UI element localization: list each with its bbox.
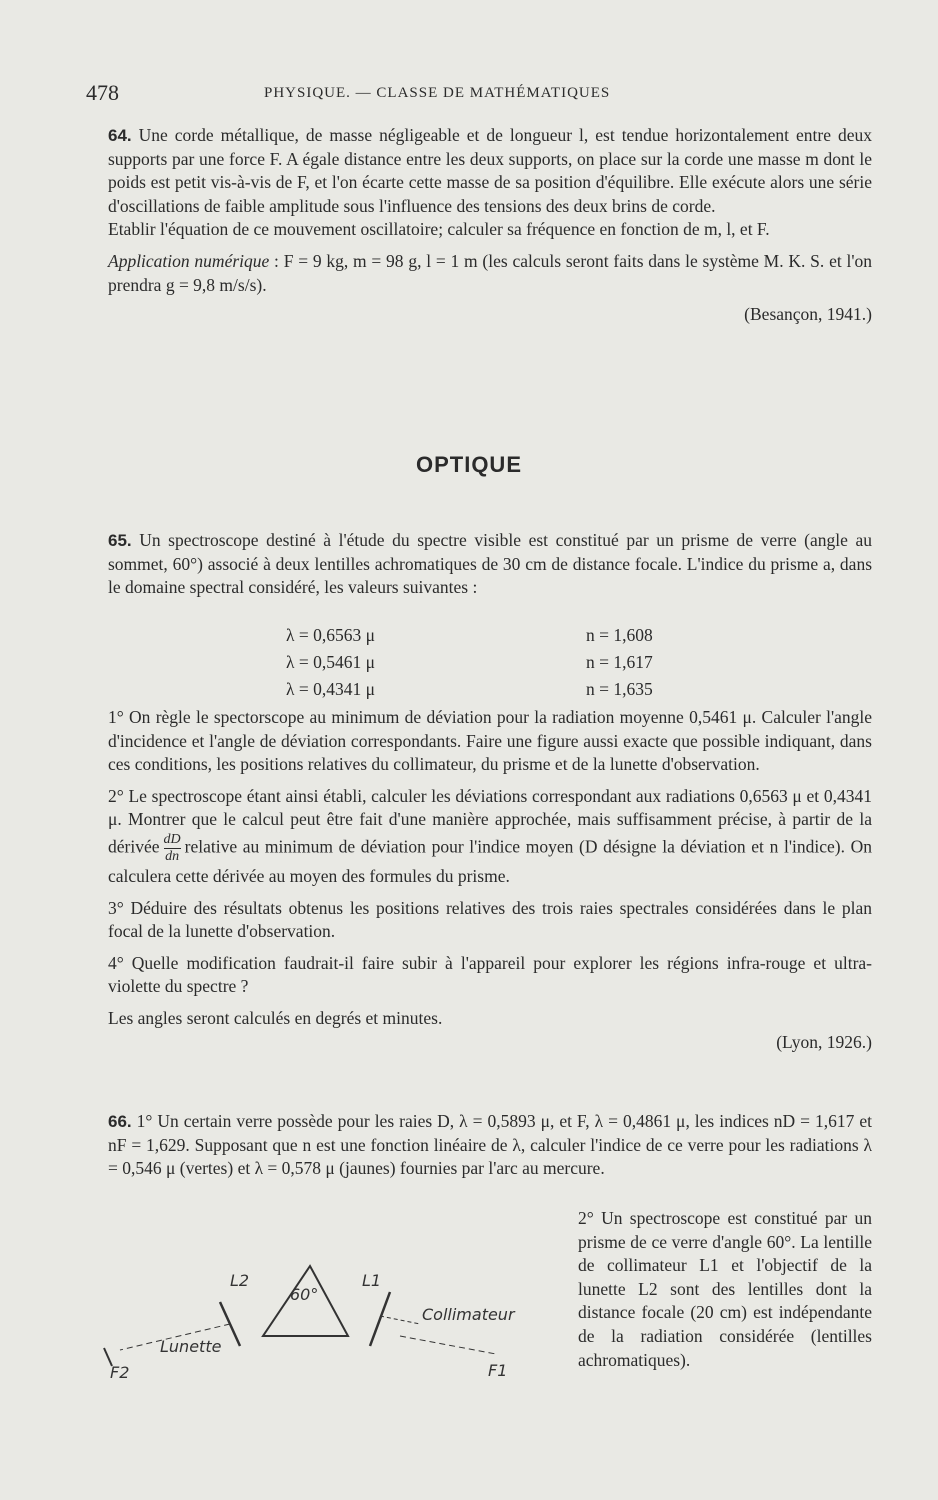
page-number: 478 (86, 80, 119, 105)
spectroscope-figure (100, 1262, 560, 1392)
application-text: : F = 9 kg, m = 98 g, l = 1 m (les calculs seront faits dans le système M. K. S. et l'on prendra g = 9,8 m/s/s). (108, 250, 872, 295)
lens-l1-label: L1 (362, 1271, 382, 1290)
lambda-value: λ = 0,5461 μ (286, 652, 375, 672)
question-3: 3° Déduire des résultats obtenus les positions relatives des trois raies spectrales considérées dans le plan focal de la lunette d'observation. (108, 897, 872, 942)
problem-text: Une corde métallique, de masse négligeable et de longueur l, est tendue horizontalement entre deux supports par une force F. A égale distance entre les deux supports, on place sur la corde une masse m dont le poids est petit vis-à-vis de F, et l'on écarte cette masse de sa position d'équilibre. Elle exécute alors une série d'oscillations de faible amplitude sous l'influence des tensions des deux brins de corde. (108, 125, 872, 216)
table-row (286, 622, 653, 649)
problem-text: Un spectroscope destiné à l'étude du spectre visible est constitué par un prisme de verre (angle au sommet, 60°) associé à deux lentilles achromatiques de 30 cm de distance focale. L'indice du prisme a, dans le domaine spectral considéré, les valeurs suivantes : (108, 530, 872, 598)
fraction-numerator: dD (163, 831, 181, 847)
index-values-table (286, 622, 653, 703)
fraction-denominator: dn (165, 848, 180, 864)
index-value: n = 1,608 (586, 625, 653, 645)
question-2-continued: relative au minimum de déviation pour l'indice moyen (D désigne la déviation et n l'indice). On calculera cette dérivée au moyen des formules du prisme. (108, 836, 872, 886)
problem-66 (108, 1110, 872, 1181)
problem-number: 64. (108, 126, 132, 145)
focus-f1-label: F1 (488, 1361, 508, 1380)
derivative-fraction (164, 832, 181, 865)
question-1: 1° On règle le spectorscope au minimum de déviation pour la radiation moyenne 0,5461 μ. Calculer l'angle d'incidence et l'angle de déviation correspondants. Faire une figure aussi exacte que possible indiquant, dans ces conditions, les positions relatives du collimateur, du prisme et de la lunette d'observation. (108, 707, 872, 775)
focus-f2-label: F2 (110, 1363, 130, 1382)
index-value: n = 1,635 (586, 679, 653, 699)
note: Les angles seront calculés en degrés et minutes. (108, 1007, 443, 1028)
lambda-value: λ = 0,6563 μ (286, 625, 375, 645)
prism-angle-label: 60° (290, 1285, 319, 1304)
source-citation: (Besançon, 1941.) (744, 304, 872, 325)
problem-number: 65. (108, 531, 132, 550)
table-row (286, 649, 653, 676)
problem-65 (108, 529, 872, 600)
lens-l2-label: L2 (230, 1271, 250, 1290)
section-title: OPTIQUE (415, 452, 522, 477)
problem-number: 66. (108, 1112, 132, 1131)
question-4: 4° Quelle modification faudrait-il faire subir à l'appareil pour explorer les régions infra-rouge et ultra-violette du spectre ? (108, 952, 872, 997)
application-label: Application numérique (108, 250, 270, 271)
problem-text: 1° Un certain verre possède pour les raies D, λ = 0,5893 μ, et F, λ = 0,4861 μ, les indices nD = 1,617 et nF = 1,629. Supposant que n est une fonction linéaire de λ, calculer l'indice de ce verre pour les radiations λ = 0,546 μ (vertes) et λ = 0,578 μ (jaunes) fournies par l'arc au mercure. (108, 1111, 872, 1179)
collimator-pointer (380, 1316, 420, 1324)
source-citation: (Lyon, 1926.) (776, 1031, 872, 1052)
telescope-label: Lunette (160, 1337, 222, 1356)
problem-64 (108, 124, 872, 327)
question-2: 2° Le spectroscope étant ainsi établi, calculer les déviations correspondant aux radiations 0,6563 μ et 0,4341 μ. Montrer que le calcul peut être fait d'une manière approchée, mais suffisamment précise, à partir de la dérivée (108, 785, 872, 857)
problem-66-question-2 (578, 1207, 872, 1372)
collimator-label: Collimateur (422, 1305, 515, 1324)
problem-question: Etablir l'équation de ce mouvement oscillatoire; calculer sa fréquence en fonction de m, l, et F. (108, 219, 770, 240)
question-2: 2° Un spectroscope est constitué par un prisme de ce verre d'angle 60°. La lentille de collimateur L1 et l'objectif de la lunette L2 sont des lentilles dont la distance focale (20 cm) est indépendante de la radiation considérée (lentilles achromatiques). (578, 1208, 872, 1370)
running-title: PHYSIQUE. — CLASSE DE MATHÉMATIQUES (264, 85, 611, 101)
collimator-axis (400, 1336, 496, 1354)
lambda-value: λ = 0,4341 μ (286, 679, 375, 699)
lens-l1 (370, 1292, 390, 1346)
index-value: n = 1,617 (586, 652, 653, 672)
problem-65-questions (108, 706, 872, 1054)
table-row (286, 676, 653, 703)
page-header (86, 80, 886, 110)
